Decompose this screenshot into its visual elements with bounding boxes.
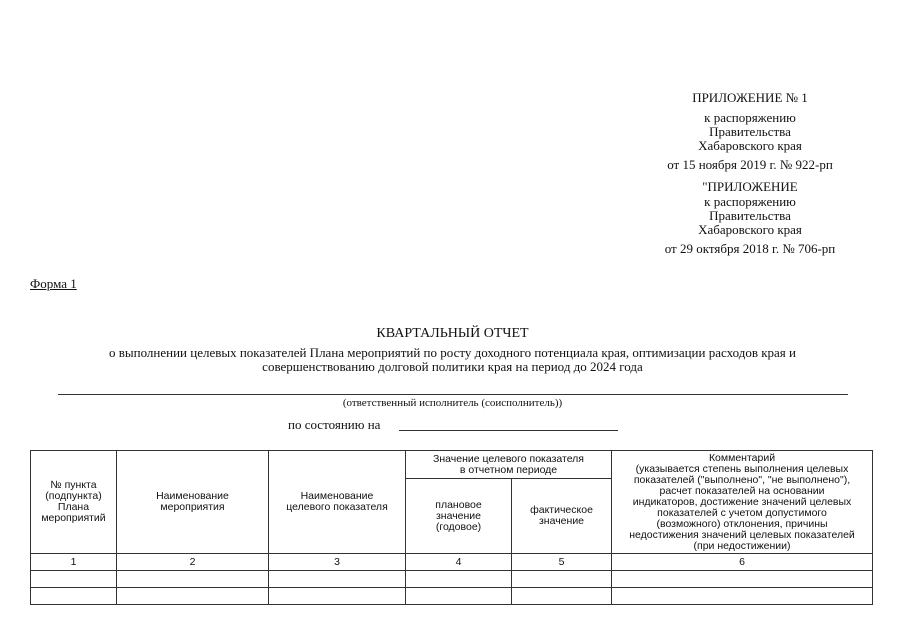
table-cell[interactable] [612,571,873,588]
column-number: 4 [406,554,512,571]
table-cell[interactable] [31,588,117,605]
appendix-1-block [630,91,870,172]
report-subtitle-line-1: о выполнении целевых показателей Плана мероприятий по росту доходного потенциала края, оптимизации расходов края и [109,345,796,360]
table-cell[interactable] [269,588,406,605]
table-cell[interactable] [612,588,873,605]
appendix-1-line: к распоряжению [704,110,796,125]
column-number: 3 [269,554,406,571]
appendix-2-line: Хабаровского края [698,222,802,237]
table-row [31,588,873,605]
executor-caption: (ответственный исполнитель (соисполнитель)) [342,397,563,409]
appendix-1-date: от 15 ноября 2019 г. № 922-рп [667,157,833,172]
header-indicator-value-group: Значение целевого показателя в отчетном периоде [406,451,612,479]
table-cell[interactable] [512,588,612,605]
form-label: Форма 1 [30,276,77,291]
as-of-underline [399,430,618,431]
table-cell[interactable] [31,571,117,588]
as-of-label: по состоянию на [288,417,381,432]
column-number: 5 [512,554,612,571]
column-number: 1 [31,554,117,571]
appendix-2-line: Правительства [709,208,791,223]
appendix-1-line: Хабаровского края [698,138,802,153]
report-title: КВАРТАЛЬНЫЙ ОТЧЕТ [376,326,529,341]
table-cell[interactable] [512,571,612,588]
table-cell[interactable] [117,588,269,605]
table-cell[interactable] [269,571,406,588]
column-number: 2 [117,554,269,571]
appendix-1-line: Правительства [709,124,791,139]
table-row [31,571,873,588]
appendix-1-title: ПРИЛОЖЕНИЕ № 1 [692,90,808,105]
appendix-2-line: к распоряжению [704,194,796,209]
appendix-2-date: от 29 октября 2018 г. № 706-рп [664,241,836,256]
executor-underline [58,394,848,395]
table-cell[interactable] [406,588,512,605]
header-indicator-name: Наименование целевого показателя [269,451,406,554]
appendix-2-title: "ПРИЛОЖЕНИЕ [702,179,798,194]
header-actual-value: фактическое значение [512,479,612,554]
table-cell[interactable] [117,571,269,588]
header-measure-name: Наименование мероприятия [117,451,269,554]
appendix-2-block [630,180,870,256]
report-table [30,450,873,605]
column-number-row [31,554,873,571]
header-comment: Комментарий (указывается степень выполнения целевых показателей ("выполнено", "не выполнено"), расчет показателей на основании индикаторов, достижение значений целевых показателей с учетом допустимого (возможного) отклонения, причины недостижения значений целевых показателей (при недостижении) [612,451,873,554]
report-subtitle-line-2: совершенствованию долговой политики края на период до 2024 года [262,359,643,374]
column-number: 6 [612,554,873,571]
table-cell[interactable] [406,571,512,588]
header-planned-value: плановое значение (годовое) [406,479,512,554]
header-item-number: № пункта (подпункта) Плана мероприятий [31,451,117,554]
